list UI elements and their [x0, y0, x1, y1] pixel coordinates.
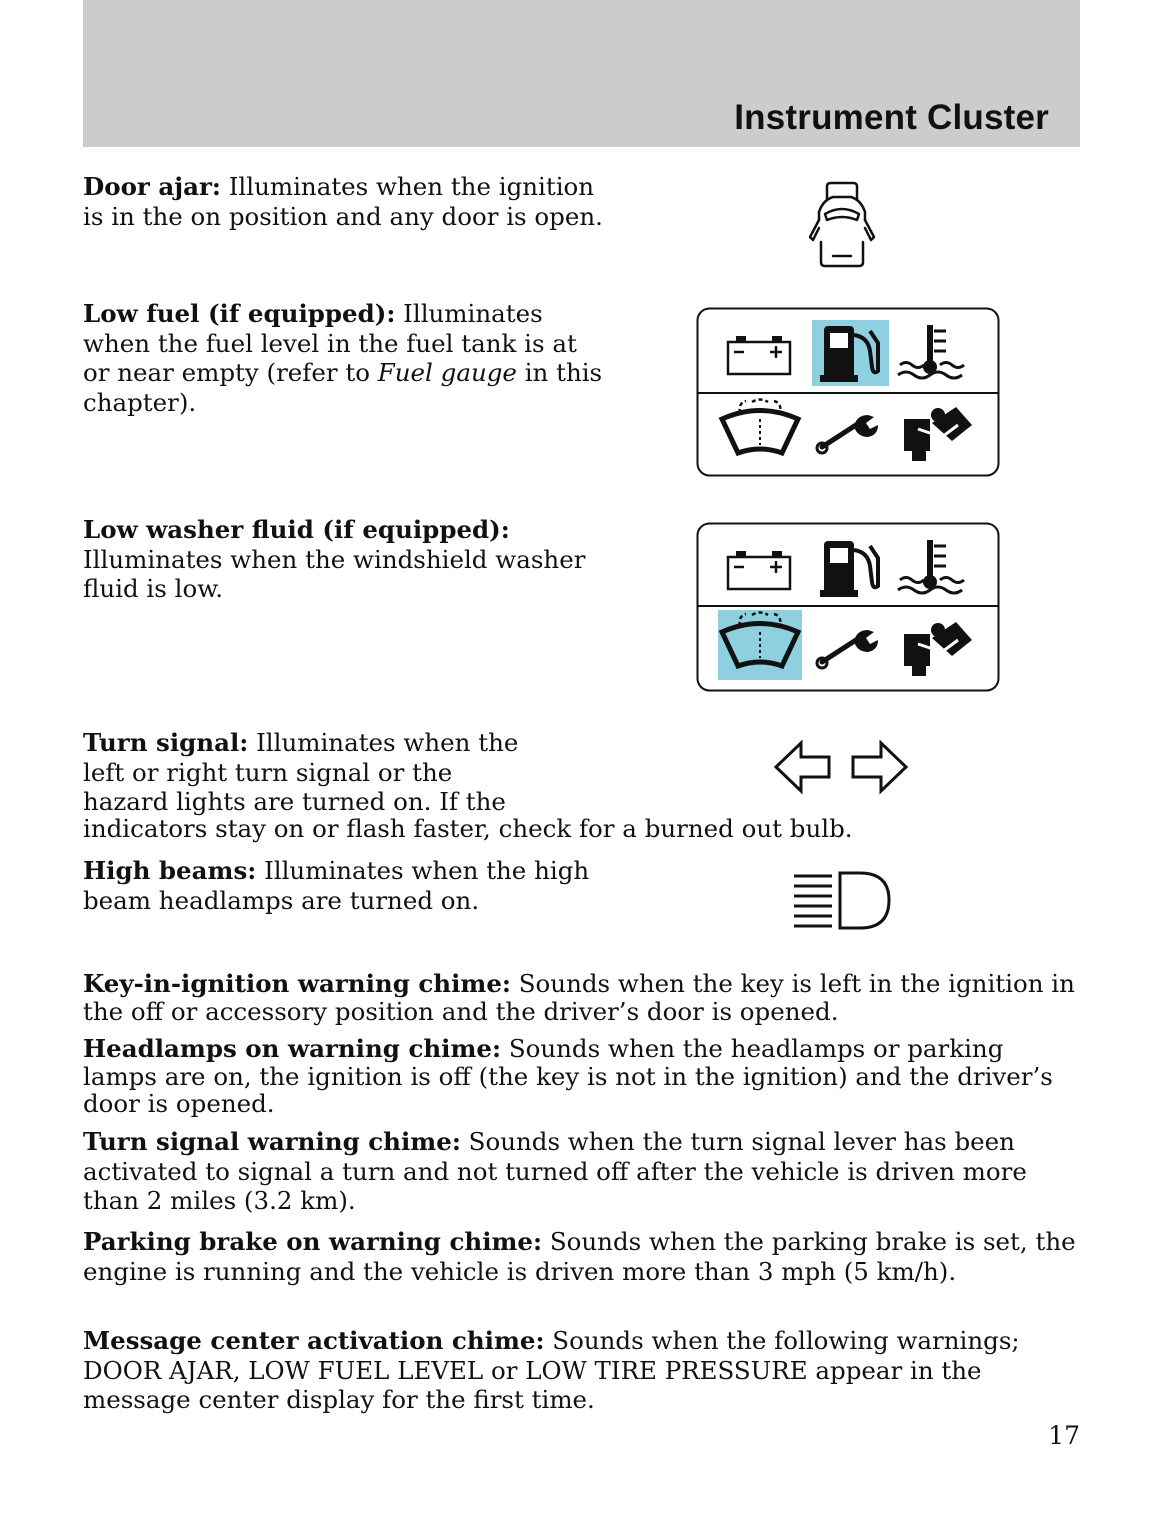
right-arrow-icon: [853, 743, 906, 791]
chime-message-center-text: Sounds when the following warnings; DOOR AJAR, LOW FUEL LEVEL or LOW TIRE PRESSURE appear in the message center display for the first time.: [83, 1326, 1020, 1414]
page-title: Instrument Cluster: [734, 98, 1049, 137]
fuel-gauge-reference: Fuel gauge: [377, 358, 517, 387]
chime-headlamps-on-text: Sounds when the headlamps or parking lamps are on, the ignition is off (the key is not in the ignition) and the driver’s door is opened.: [83, 1034, 1053, 1118]
low-fuel-description: [83, 299, 603, 417]
low-washer-fluid-term: Low washer fluid (if equipped):: [83, 515, 510, 544]
chime-key-in-ignition-text: Sounds when the key is left in the ignition in the off or accessory position and the driver’s door is opened.: [83, 969, 1075, 1026]
low-fuel-warning-panel: [696, 307, 1000, 477]
header-band: [83, 0, 1080, 147]
low-fuel-term: Low fuel (if equipped):: [83, 299, 396, 328]
high-beams-term: High beams:: [83, 856, 257, 885]
low-fuel-text-before: Illuminates when the fuel level in the fuel tank is at or near empty (refer to: [83, 299, 577, 387]
chime-turn-signal: [83, 1127, 1083, 1216]
chime-key-in-ignition-term: Key-in-ignition warning chime:: [83, 969, 511, 998]
chime-parking-brake-text: Sounds when the parking brake is set, the engine is running and the vehicle is driven more than 3 mph (5 km/h).: [83, 1227, 1076, 1286]
chime-headlamps-on-term: Headlamps on warning chime:: [83, 1034, 502, 1063]
chime-message-center-term: Message center activation chime:: [83, 1326, 545, 1355]
chime-message-center: [83, 1326, 1083, 1415]
chime-turn-signal-term: Turn signal warning chime:: [83, 1127, 461, 1156]
door-ajar-description: [83, 172, 603, 231]
turn-signal-text-line4: indicators stay on or flash faster, check for a burned out bulb.: [83, 813, 853, 843]
turn-signal-text-line3: hazard lights are turned on. If the: [83, 787, 506, 816]
chime-key-in-ignition: [83, 970, 1083, 1025]
low-washer-fluid-text: Illuminates when the windshield washer fluid is low.: [83, 544, 586, 603]
turn-signal-text-line1: Illuminates when the: [248, 728, 519, 757]
turn-signal-icon: [773, 740, 909, 796]
low-washer-fluid-warning-panel: [696, 522, 1000, 692]
page-number: 17: [1048, 1421, 1080, 1450]
chime-turn-signal-text: Sounds when the turn signal lever has been activated to signal a turn and not turned off after the vehicle is driven more than 2 miles (3.2 km).: [83, 1127, 1027, 1215]
low-fuel-text-after: in this chapter).: [83, 358, 603, 417]
high-beams-text: Illuminates when the high beam headlamps are turned on.: [83, 856, 590, 915]
low-washer-fluid-description: [83, 515, 623, 604]
high-beams-description: [83, 856, 623, 915]
chime-headlamps-on: [83, 1035, 1083, 1118]
door-ajar-term: Door ajar:: [83, 172, 221, 201]
turn-signal-description: [83, 728, 1083, 846]
turn-signal-term: Turn signal:: [83, 728, 249, 757]
chime-parking-brake: [83, 1227, 1083, 1286]
chime-parking-brake-term: Parking brake on warning chime:: [83, 1227, 543, 1256]
left-arrow-icon: [776, 743, 829, 791]
turn-signal-text-line2: left or right turn signal or the: [83, 757, 453, 787]
door-ajar-icon: [805, 180, 877, 272]
door-ajar-text: Illuminates when the ignition is in the on position and any door is open.: [83, 172, 603, 231]
high-beam-icon: [790, 870, 894, 932]
